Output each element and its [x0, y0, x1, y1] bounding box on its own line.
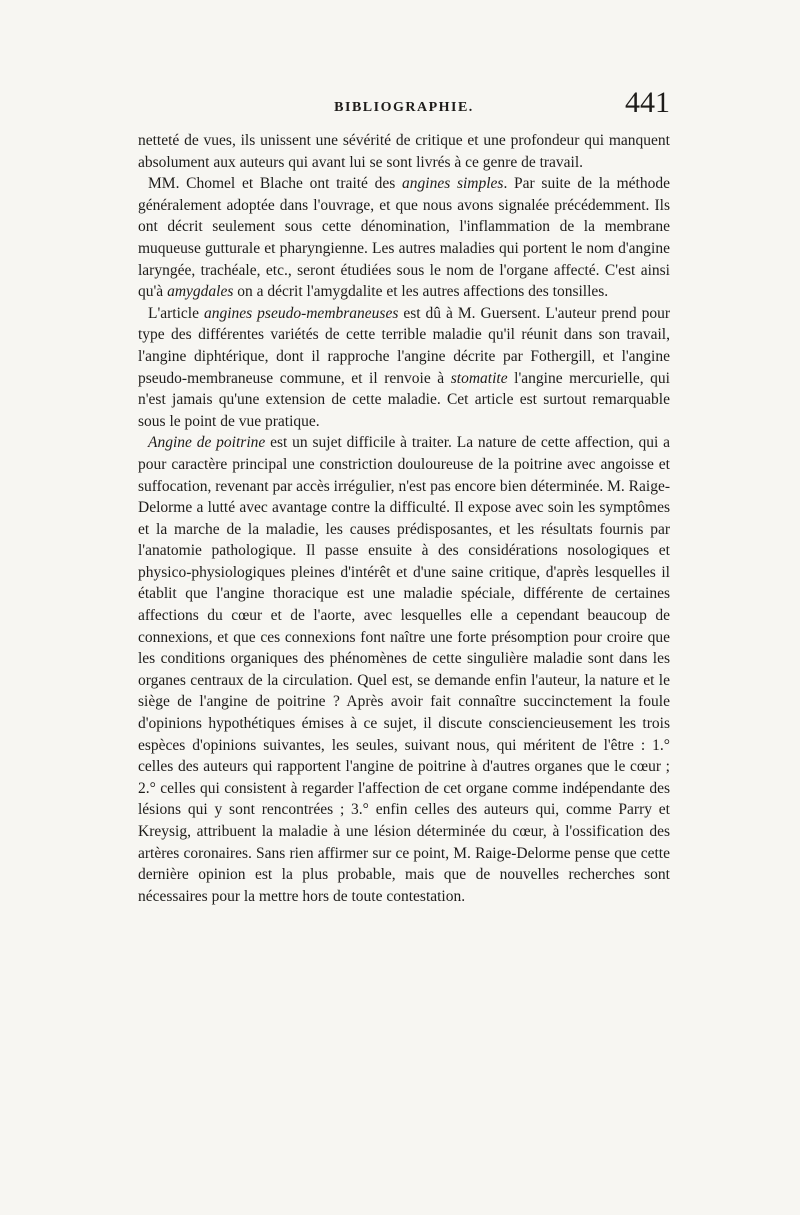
paragraph-text: MM. Chomel et Blache ont traité des — [148, 175, 403, 193]
paragraph — [138, 173, 670, 303]
paragraph-text: est un sujet difficile à traiter. La nature de cette affection, qui a pour caractère principal une constriction douloureuse de la poitrine avec angoisse et suffocation, revenant par accès irrégulier, n'est pas encore bien déterminée. M. Raige-Delorme a lutté avec avantage contre la difficulté. Il expose avec soin les symptômes et la marche de la maladie, les causes prédisposantes, et les résultats fournis par l'anatomie pathologique. Il passe ensuite à des considérations nosologiques et physico-physiologiques pleines d'intérêt et d'une saine critique, d'après lesquelles il établit que l'angine thoracique est une maladie spéciale, différente de certaines affections du cœur et de l'aorte, avec lesquelles elle a cependant beaucoup de connexions, et que ces connexions font naître une forte présomption pour croire que les conditions organiques des phénomènes de cette singulière maladie sont dans les organes centraux de la circulation. Quel est, se demande enfin l'auteur, la nature et le siège de l'angine de poitrine ? Après avoir fait connaître succinctement la foule d'opinions hypothétiques émises à ce sujet, il discute consciencieusement les trois espèces d'opinions suivantes, les seules, suivant nous, qui méritent de l'être : 1.° celles des auteurs qui rapportent l'angine de poitrine à d'autres organes que le cœur ; 2.° celles qui consistent à regarder l'affection de cet organe comme indépendante des lésions qui y sont rencontrées ; 3.° enfin celles des auteurs qui, comme Parry et Kreysig, attribuent la maladie à une lésion déterminée du cœur, à l'ossification des artères coronaires. Sans rien affirmer sur ce point, M. Raige-Delorme pense que cette dernière opinion est la plus probable, mais que de nouvelles recherches sont nécessaires pour la mettre hors de toute contestation. — [138, 434, 671, 905]
italic-term: amygdales — [167, 283, 234, 301]
italic-term: angines simples — [402, 175, 504, 193]
italic-term: stomatite — [450, 369, 508, 387]
page-body — [138, 130, 670, 907]
paragraph — [138, 130, 670, 173]
paragraph-text: . Par suite de la méthode généralement adoptée dans l'ouvrage, et que nous avons signalée précédemment. Ils ont décrit seulement sous cette dénomination, l'inflammation de la membrane muqueuse gutturale et pharyngienne. Les autres maladies qui portent le nom d'angine laryngée, trachéale, etc., seront étudiées sous le nom de l'organe affecté. C'est ainsi qu'à — [138, 175, 670, 301]
running-head: BIBLIOGRAPHIE. — [334, 100, 474, 115]
paragraph-text: est dû à M. Guersent. L'auteur prend pour type des différentes variétés de cette terrible maladie qu'il réunit dans son travail, l'angine diphtérique, dont il rapproche l'angine décrite par Fothergill, et l'angine pseudo-membraneuse commune, et il renvoie à — [138, 304, 670, 387]
page-header — [138, 86, 670, 126]
italic-term: angines pseudo-membraneuses — [203, 304, 399, 322]
paragraph-text: l'angine mercurielle, qui n'est jamais qu'une extension de cette maladie. Cet article est surtout remarquable sous le point de vue pratique. — [138, 369, 670, 430]
paragraph-text: L'article — [148, 304, 204, 322]
paragraph-text: on a décrit l'amygdalite et les autres affections des tonsilles. — [233, 283, 609, 301]
paragraph — [138, 303, 670, 433]
page-number: 441 — [625, 86, 670, 119]
paragraph-text: netteté de vues, ils unissent une sévérité de critique et une profondeur qui manquent absolument aux auteurs qui avant lui se sont livrés à ce genre de travail. — [138, 132, 670, 171]
italic-term: Angine de poitrine — [148, 434, 266, 452]
paragraph — [138, 432, 670, 907]
